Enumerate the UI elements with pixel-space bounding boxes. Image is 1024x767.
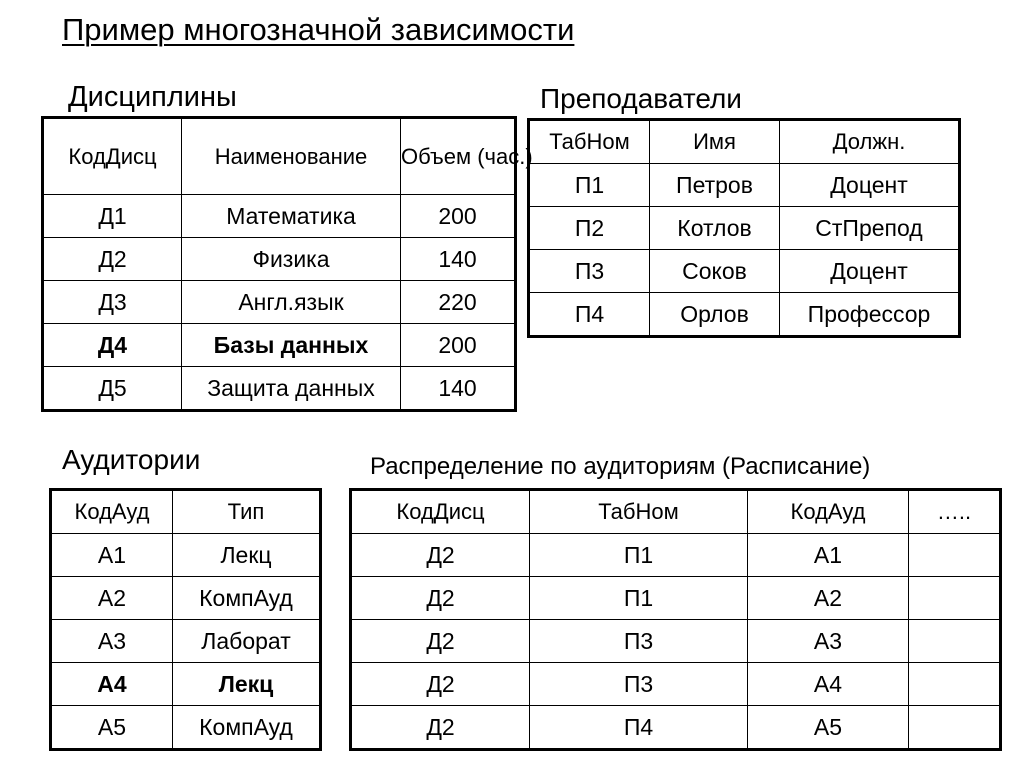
table-cell: Д1 bbox=[43, 195, 182, 238]
header-cell: Должн. bbox=[780, 120, 960, 164]
table-cell: Лекц bbox=[173, 534, 321, 577]
table-row bbox=[351, 620, 1001, 663]
table-cell: А1 bbox=[748, 534, 909, 577]
table-cell: А4 bbox=[748, 663, 909, 706]
table-cell: 140 bbox=[401, 238, 516, 281]
table-row bbox=[51, 620, 321, 663]
header-cell: Наименование bbox=[182, 118, 401, 195]
table-cell: П4 bbox=[529, 293, 650, 337]
teachers-table bbox=[527, 118, 961, 338]
table-header-row bbox=[529, 120, 960, 164]
table-row bbox=[351, 663, 1001, 706]
table-row-highlighted bbox=[43, 324, 516, 367]
header-cell: КодАуд bbox=[748, 490, 909, 534]
auditoriums-table bbox=[49, 488, 322, 751]
table-cell: Д2 bbox=[351, 663, 530, 706]
table-cell: А1 bbox=[51, 534, 173, 577]
table-row bbox=[43, 195, 516, 238]
table-cell: П1 bbox=[529, 164, 650, 207]
table-row bbox=[529, 164, 960, 207]
table-cell: П2 bbox=[529, 207, 650, 250]
table-row bbox=[51, 577, 321, 620]
table-cell: А5 bbox=[51, 706, 173, 750]
table-cell bbox=[909, 534, 1001, 577]
table-cell: Лаборат bbox=[173, 620, 321, 663]
table-cell: П4 bbox=[530, 706, 748, 750]
table-cell: КомпАуд bbox=[173, 706, 321, 750]
table-cell: Орлов bbox=[650, 293, 780, 337]
table-row bbox=[529, 250, 960, 293]
table-row bbox=[43, 281, 516, 324]
schedule-table bbox=[349, 488, 1002, 751]
table-cell: Доцент bbox=[780, 250, 960, 293]
table-row bbox=[43, 238, 516, 281]
table-row-highlighted bbox=[51, 663, 321, 706]
header-cell: КодАуд bbox=[51, 490, 173, 534]
table-cell: А2 bbox=[748, 577, 909, 620]
table-cell: А3 bbox=[51, 620, 173, 663]
table-cell: Д2 bbox=[351, 620, 530, 663]
header-cell-ellipsis: ….. bbox=[909, 490, 1001, 534]
table-cell: Базы данных bbox=[182, 324, 401, 367]
table-cell: П1 bbox=[530, 577, 748, 620]
header-cell: ТабНом bbox=[530, 490, 748, 534]
header-cell: Объем (час.) bbox=[401, 118, 516, 195]
table-cell: Д2 bbox=[351, 706, 530, 750]
disciplines-caption: Дисциплины bbox=[68, 81, 237, 113]
table-cell: Англ.язык bbox=[182, 281, 401, 324]
table-cell: Д3 bbox=[43, 281, 182, 324]
table-cell: Д2 bbox=[43, 238, 182, 281]
table-cell: Защита данных bbox=[182, 367, 401, 411]
table-cell: П3 bbox=[529, 250, 650, 293]
disciplines-table bbox=[41, 116, 533, 412]
table-header-row bbox=[51, 490, 321, 534]
table-cell: КомпАуд bbox=[173, 577, 321, 620]
header-cell: Тип bbox=[173, 490, 321, 534]
table-cell bbox=[909, 577, 1001, 620]
table-row bbox=[529, 207, 960, 250]
header-cell: КодДисц bbox=[43, 118, 182, 195]
table-cell: Д2 bbox=[351, 534, 530, 577]
table-row bbox=[351, 534, 1001, 577]
table-row bbox=[529, 293, 960, 337]
table-cell: Д4 bbox=[43, 324, 182, 367]
table-cell: А5 bbox=[748, 706, 909, 750]
table-cell: СтПрепод bbox=[780, 207, 960, 250]
table-cell bbox=[909, 706, 1001, 750]
table-cell: 140 bbox=[401, 367, 516, 411]
table-cell: Петров bbox=[650, 164, 780, 207]
table-cell: Физика bbox=[182, 238, 401, 281]
table-header-row bbox=[351, 490, 1001, 534]
table-row bbox=[43, 367, 516, 411]
table-cell: П1 bbox=[530, 534, 748, 577]
table-header-row bbox=[43, 118, 516, 195]
teachers-caption: Преподаватели bbox=[540, 83, 742, 114]
table-cell: Д2 bbox=[351, 577, 530, 620]
schedule-caption: Распределение по аудиториям (Расписание) bbox=[370, 453, 871, 480]
table-cell: Д5 bbox=[43, 367, 182, 411]
table-row bbox=[51, 534, 321, 577]
table-cell: П3 bbox=[530, 663, 748, 706]
table-row bbox=[351, 706, 1001, 750]
table-cell: А2 bbox=[51, 577, 173, 620]
table-cell: А3 bbox=[748, 620, 909, 663]
table-cell: А4 bbox=[51, 663, 173, 706]
header-cell: Имя bbox=[650, 120, 780, 164]
table-cell: Лекц bbox=[173, 663, 321, 706]
header-cell: КодДисц bbox=[351, 490, 530, 534]
table-cell: Доцент bbox=[780, 164, 960, 207]
table-cell: Соков bbox=[650, 250, 780, 293]
page-title: Пример многозначной зависимости bbox=[62, 12, 575, 47]
auditoriums-caption: Аудитории bbox=[62, 444, 201, 475]
table-row bbox=[51, 706, 321, 750]
table-cell bbox=[909, 663, 1001, 706]
table-cell: Математика bbox=[182, 195, 401, 238]
table-cell: Котлов bbox=[650, 207, 780, 250]
table-cell bbox=[909, 620, 1001, 663]
table-cell: 220 bbox=[401, 281, 516, 324]
table-cell: 200 bbox=[401, 195, 516, 238]
table-cell: П3 bbox=[530, 620, 748, 663]
table-cell: Профессор bbox=[780, 293, 960, 337]
table-cell: 200 bbox=[401, 324, 516, 367]
table-row bbox=[351, 577, 1001, 620]
header-cell: ТабНом bbox=[529, 120, 650, 164]
